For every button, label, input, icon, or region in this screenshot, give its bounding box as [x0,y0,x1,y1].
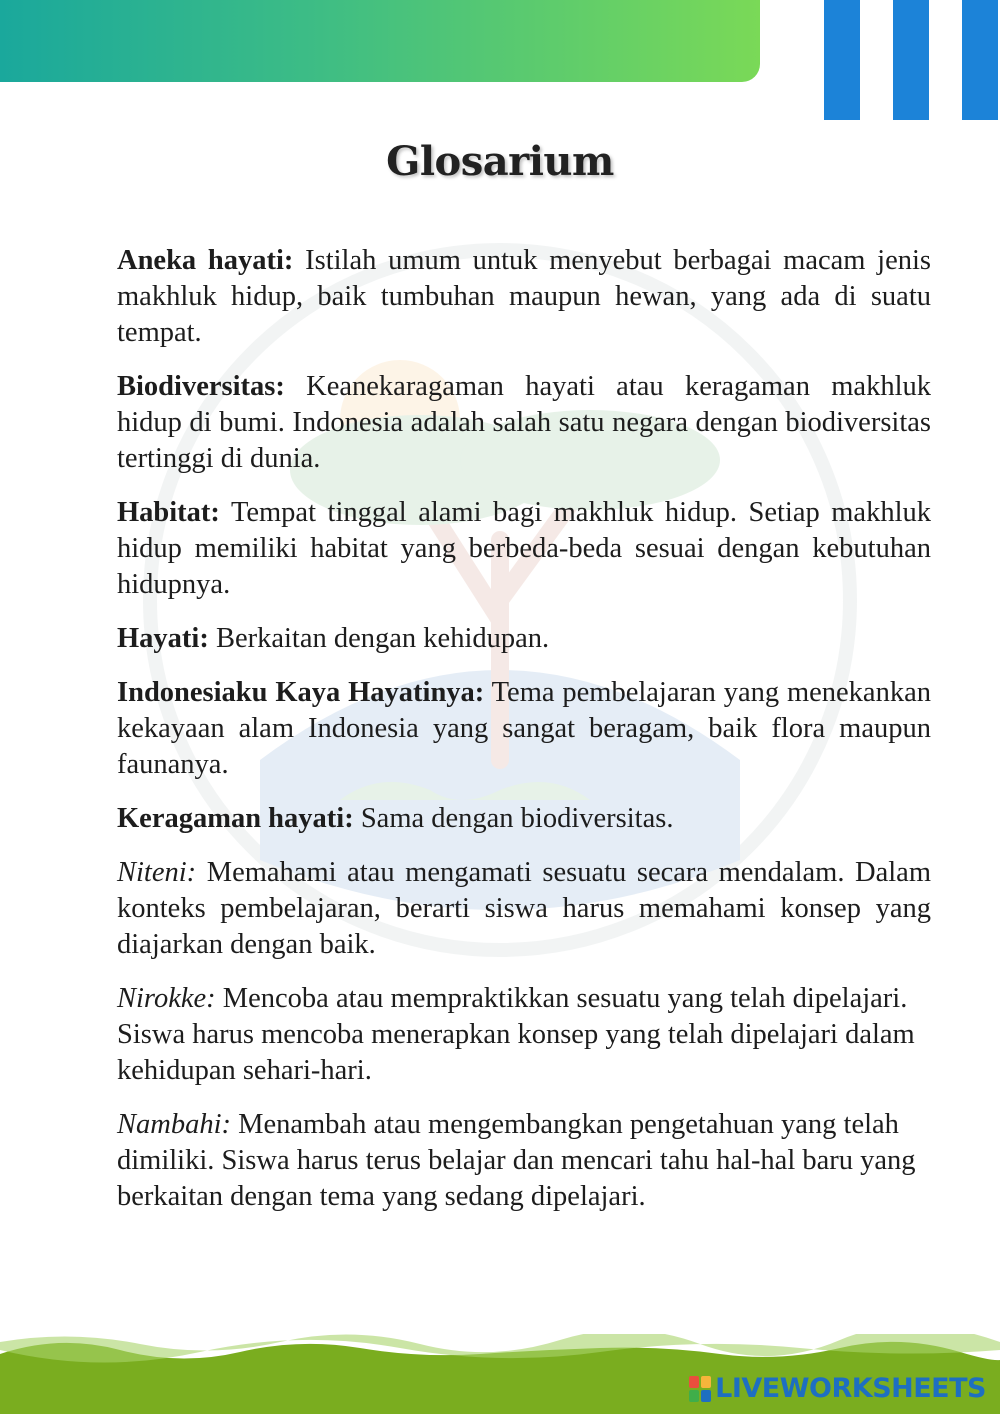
glossary-term: Habitat: [117,497,220,528]
glossary-definition: Berkaitan dengan kehidupan. [208,623,550,654]
header-gradient-bar [0,0,760,82]
glossary-term: Niteni: [117,857,197,888]
glossary-entry [117,801,931,837]
glossary-entry [117,369,931,477]
glossary-term: Hayati: [117,623,209,654]
glossary-entry [117,675,931,783]
glossary-entry [117,621,931,657]
glossary-term: Biodiversitas: [117,371,285,402]
glossary-definition: Mencoba atau mempraktikkan sesuatu yang telah dipelajari. Siswa harus mencoba menerapkan konsep yang telah dipelajari dalam kehidupan sehari-hari. [117,983,915,1086]
glossary-entry [117,855,931,963]
glossary-entry [117,495,931,603]
glossary-definition: Keanekaragaman hayati atau keragaman makhluk hidup di bumi. Indonesia adalah salah satu negara dengan biodiversitas tertinggi di dunia. [117,371,931,474]
glossary-list [117,243,931,1233]
glossary-term: Nambahi: [117,1109,231,1140]
header-stripe [962,0,998,120]
glossary-term: Keragaman hayati: [117,803,354,834]
glossary-definition: Sama dengan biodiversitas. [353,803,674,834]
glossary-definition: Tempat tinggal alami bagi makhluk hidup. Setiap makhluk hidup memiliki habitat yang berbeda-beda sesuai dengan kebutuhan hidupnya. [117,497,931,600]
glossary-definition: Memahami atau mengamati sesuatu secara mendalam. Dalam konteks pembelajaran, berarti siswa harus memahami konsep yang diajarkan dengan baik. [117,857,931,960]
brand-name: LIVEWORKSHEETS [715,1373,986,1404]
glossary-term: Aneka hayati: [117,245,294,276]
page-title: Glosarium [386,138,614,185]
header-stripe [893,0,929,120]
glossary-term: Nirokke: [117,983,216,1014]
glossary-definition: Menambah atau mengembangkan pengetahuan yang telah dimiliki. Siswa harus terus belajar dan mencari tahu hal-hal baru yang berkaitan dengan tema yang sedang dipelajari. [117,1109,916,1212]
glossary-entry [117,243,931,351]
glossary-definition: Istilah umum untuk menyebut berbagai macam jenis makhluk hidup, baik tumbuhan maupun hewan, yang ada di suatu tempat. [117,245,931,348]
glossary-term: Indonesiaku Kaya Hayatinya: [117,677,485,708]
glossary-entry [117,1107,931,1215]
header-stripe [824,0,860,120]
liveworksheets-brand[interactable] [689,1373,986,1404]
glossary-definition: Tema pembelajaran yang menekankan kekayaan alam Indonesia yang sangat beragam, baik flora maupun faunanya. [117,677,931,780]
glossary-entry [117,981,931,1089]
liveworksheets-logo-icon [689,1376,711,1402]
